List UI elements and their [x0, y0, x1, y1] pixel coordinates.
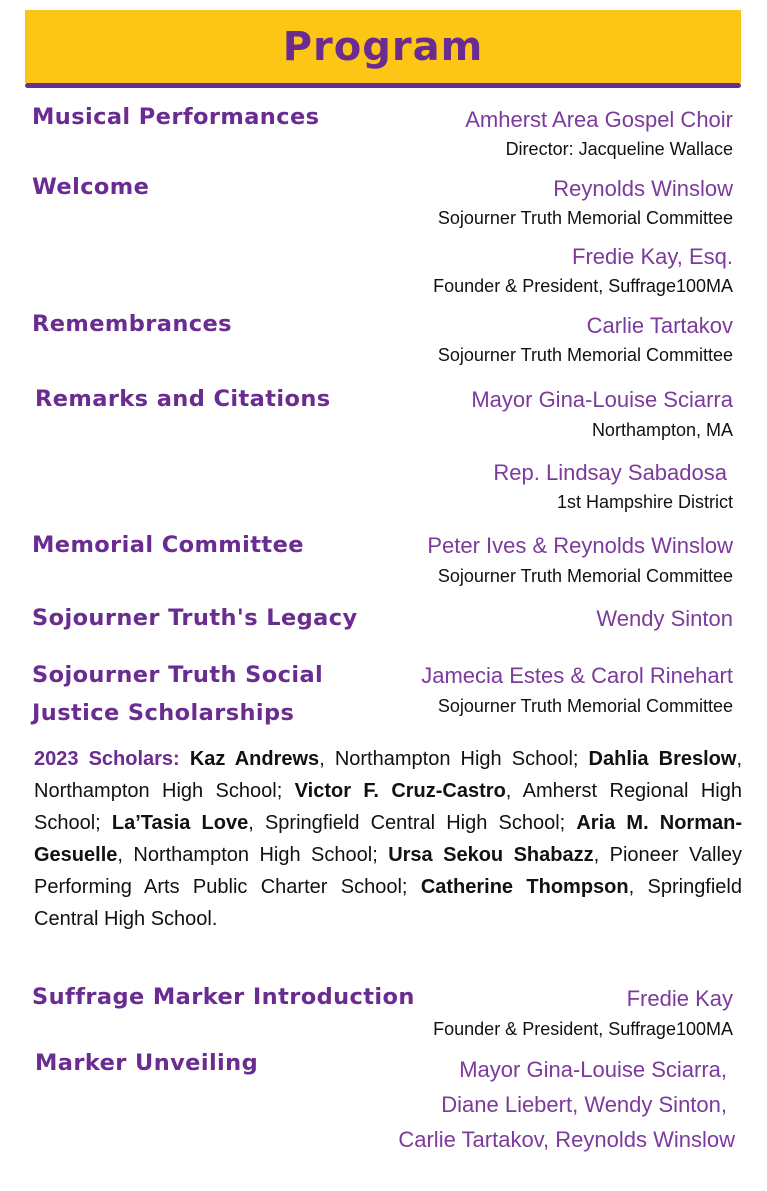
- heading-marker-unveiling: Marker Unveiling: [35, 1050, 259, 1076]
- performer-name: Amherst Area Gospel Choir: [465, 107, 733, 132]
- heading-remarks-and-citations: Remarks and Citations: [35, 386, 331, 412]
- heading-scholarships-line2: Justice Scholarships: [32, 700, 295, 726]
- unveiling-names-line: Carlie Tartakov, Reynolds Winslow: [398, 1127, 735, 1152]
- scholar-name: Ursa Sekou Shabazz: [388, 844, 594, 866]
- page-title: Program: [282, 23, 484, 70]
- heading-memorial-committee: Memorial Committee: [32, 532, 304, 558]
- scholar-name: Victor F. Cruz-Castro: [294, 780, 506, 802]
- heading-legacy: Sojourner Truth's Legacy: [32, 605, 358, 631]
- speaker-role: Northampton, MA: [591, 420, 733, 440]
- speaker-role: Founder & President, Suffrage100MA: [433, 276, 733, 296]
- unveiling-names-line: Diane Liebert, Wendy Sinton,: [441, 1092, 727, 1117]
- scholars-paragraph: [34, 743, 742, 935]
- speaker-name: Fredie Kay, Esq.: [572, 244, 733, 269]
- performer-role: Director: Jacqueline Wallace: [505, 139, 733, 159]
- heading-remembrances: Remembrances: [32, 311, 232, 337]
- scholars-label: 2023 Scholars:: [34, 748, 180, 770]
- heading-scholarships-line1: Sojourner Truth Social: [32, 662, 324, 688]
- speaker-role: Sojourner Truth Memorial Committee: [437, 566, 733, 586]
- scholar-school: , Northampton High School;: [34, 748, 742, 802]
- scholar-school: , Springfield Central High School;: [248, 812, 577, 834]
- speaker-name: Wendy Sinton: [596, 606, 733, 631]
- speaker-name: Rep. Lindsay Sabadosa: [493, 460, 727, 485]
- scholar-name: Catherine Thompson: [420, 876, 629, 898]
- scholar-name: Aria M. Norman-Gesuelle: [34, 812, 743, 866]
- speaker-name: Fredie Kay: [626, 986, 733, 1011]
- scholar-school: , Northampton High School;: [319, 748, 589, 770]
- speaker-role: Sojourner Truth Memorial Committee: [437, 345, 733, 365]
- scholar-school: , Northampton High School;: [117, 844, 389, 866]
- speaker-name: Jamecia Estes & Carol Rinehart: [421, 663, 733, 688]
- scholar-name: Kaz Andrews: [189, 748, 320, 770]
- scholar-school: , Pioneer Valley Performing Arts Public Charter School;: [34, 844, 743, 898]
- scholar-school: , Amherst Regional High School;: [34, 780, 742, 834]
- speaker-name: Mayor Gina-Louise Sciarra: [471, 387, 733, 412]
- speaker-name: Carlie Tartakov: [586, 313, 733, 338]
- heading-musical-performances: Musical Performances: [32, 104, 320, 130]
- scholar-name: Dahlia Breslow: [588, 748, 737, 770]
- scholar-name: La’Tasia Love: [111, 812, 249, 834]
- speaker-role: Sojourner Truth Memorial Committee: [437, 208, 733, 228]
- speaker-name: Peter Ives & Reynolds Winslow: [427, 533, 733, 558]
- scholar-school: , Springfield Central High School.: [34, 876, 743, 930]
- title-divider: [25, 83, 741, 88]
- speaker-name: Reynolds Winslow: [553, 176, 733, 201]
- heading-welcome: Welcome: [32, 174, 150, 200]
- title-banner: [25, 10, 741, 83]
- speaker-role: Sojourner Truth Memorial Committee: [437, 696, 733, 716]
- speaker-role: 1st Hampshire District: [556, 492, 733, 512]
- unveiling-names-line: Mayor Gina-Louise Sciarra,: [459, 1057, 727, 1082]
- heading-marker-introduction: Suffrage Marker Introduction: [32, 984, 415, 1010]
- speaker-role: Founder & President, Suffrage100MA: [433, 1019, 733, 1039]
